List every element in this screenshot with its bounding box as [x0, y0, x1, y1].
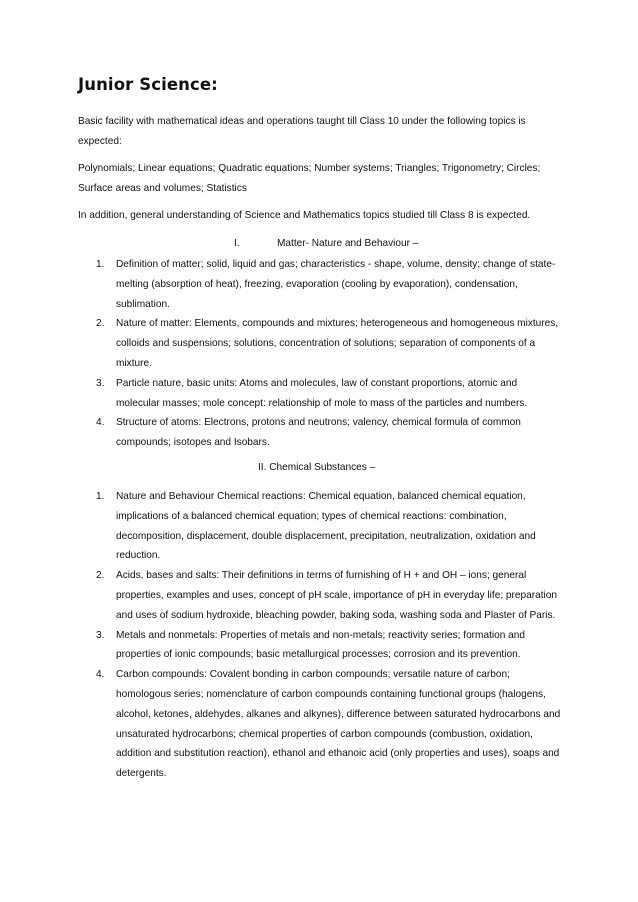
list-item [78, 665, 563, 784]
list-item [78, 487, 563, 566]
list-item-number: 3. [96, 629, 105, 641]
section-2-title: II. Chemical Substances – [258, 462, 376, 473]
list-item [78, 566, 563, 625]
page-title: Junior Science: [78, 75, 218, 94]
intro-paragraph-3: In addition, general understanding of Science and Mathematics topics studied till Class 8 is expected. [78, 210, 531, 221]
list-item [78, 374, 563, 414]
list-item-number: 4. [96, 417, 105, 429]
list-item-number: 2. [96, 318, 105, 330]
list-item [78, 314, 563, 373]
list-item-number: 1. [96, 259, 105, 270]
list-item-number: 3. [96, 377, 105, 389]
section-1-roman: I. [234, 238, 240, 249]
intro-paragraph-2: Polynomials; Linear equations; Quadratic equations; Number systems; Triangles; Trigonometry; Circles; Surface areas and volumes; Statistics [78, 163, 541, 194]
list-item [78, 413, 563, 453]
list-item-text: Structure of atoms: Electrons, protons and neutrons; valency, chemical formula of common compounds; isotopes and Isobars. [116, 417, 521, 449]
list-item-number: 2. [96, 570, 105, 582]
list-item-number: 1. [96, 491, 105, 502]
section-1-list [78, 255, 563, 453]
section-1-title: Matter- Nature and Behaviour – [277, 238, 419, 249]
list-item [78, 255, 563, 314]
list-item-text: Nature and Behaviour Chemical reactions: Chemical equation, balanced chemical equation, implications of a balanced chemical equation; types of chemical reactions: combination, decomposition, displacement, double displacement, precipitation, neutralization, oxidation and reduction. [116, 491, 536, 562]
list-item-text: Particle nature, basic units: Atoms and molecules, law of constant proportions, atomic and molecular masses; mole concept: relationship of mole to mass of the particles and numbers. [116, 377, 528, 409]
list-item-text: Carbon compounds: Covalent bonding in carbon compounds; versatile nature of carbon; homologous series; nomenclature of carbon compounds containing functional groups (halogens, alcohol, ketones, aldehydes, alkanes and alkynes), difference between saturated hydrocarbons and unsaturated hydrocarbons; chemical properties of carbon compounds (combustion, oxidation, addition and substitution reaction), ethanol and ethanoic acid (only properties and uses), soaps and detergents. [116, 669, 561, 780]
list-item-text: Nature of matter: Elements, compounds and mixtures; heterogeneous and homogeneous mixtures, colloids and suspensions; solutions, concentration of solutions; separation of components of a mixture. [116, 318, 559, 369]
list-item-text: Metals and nonmetals: Properties of metals and non-metals; reactivity series; formation and properties of ionic compounds; basic metallurgical processes; corrosion and its prevention. [116, 629, 525, 661]
list-item [78, 626, 563, 666]
list-item-text: Acids, bases and salts: Their definitions in terms of furnishing of H + and OH – ions; general properties, examples and uses, concept of pH scale, importance of pH in everyday life; preparation and uses of sodium hydroxide, bleaching powder, baking soda, washing soda and Plaster of Paris. [116, 570, 557, 621]
list-item-number: 4. [96, 669, 105, 681]
intro-paragraph-1: Basic facility with mathematical ideas and operations taught till Class 10 under the following topics is expected: [78, 116, 526, 147]
list-item-text: Definition of matter; solid, liquid and gas; characteristics - shape, volume, density; change of state-melting (absorption of heat), freezing, evaporation (cooling by evaporation), condensation, sublimation. [116, 259, 556, 310]
section-2-list [78, 487, 563, 784]
